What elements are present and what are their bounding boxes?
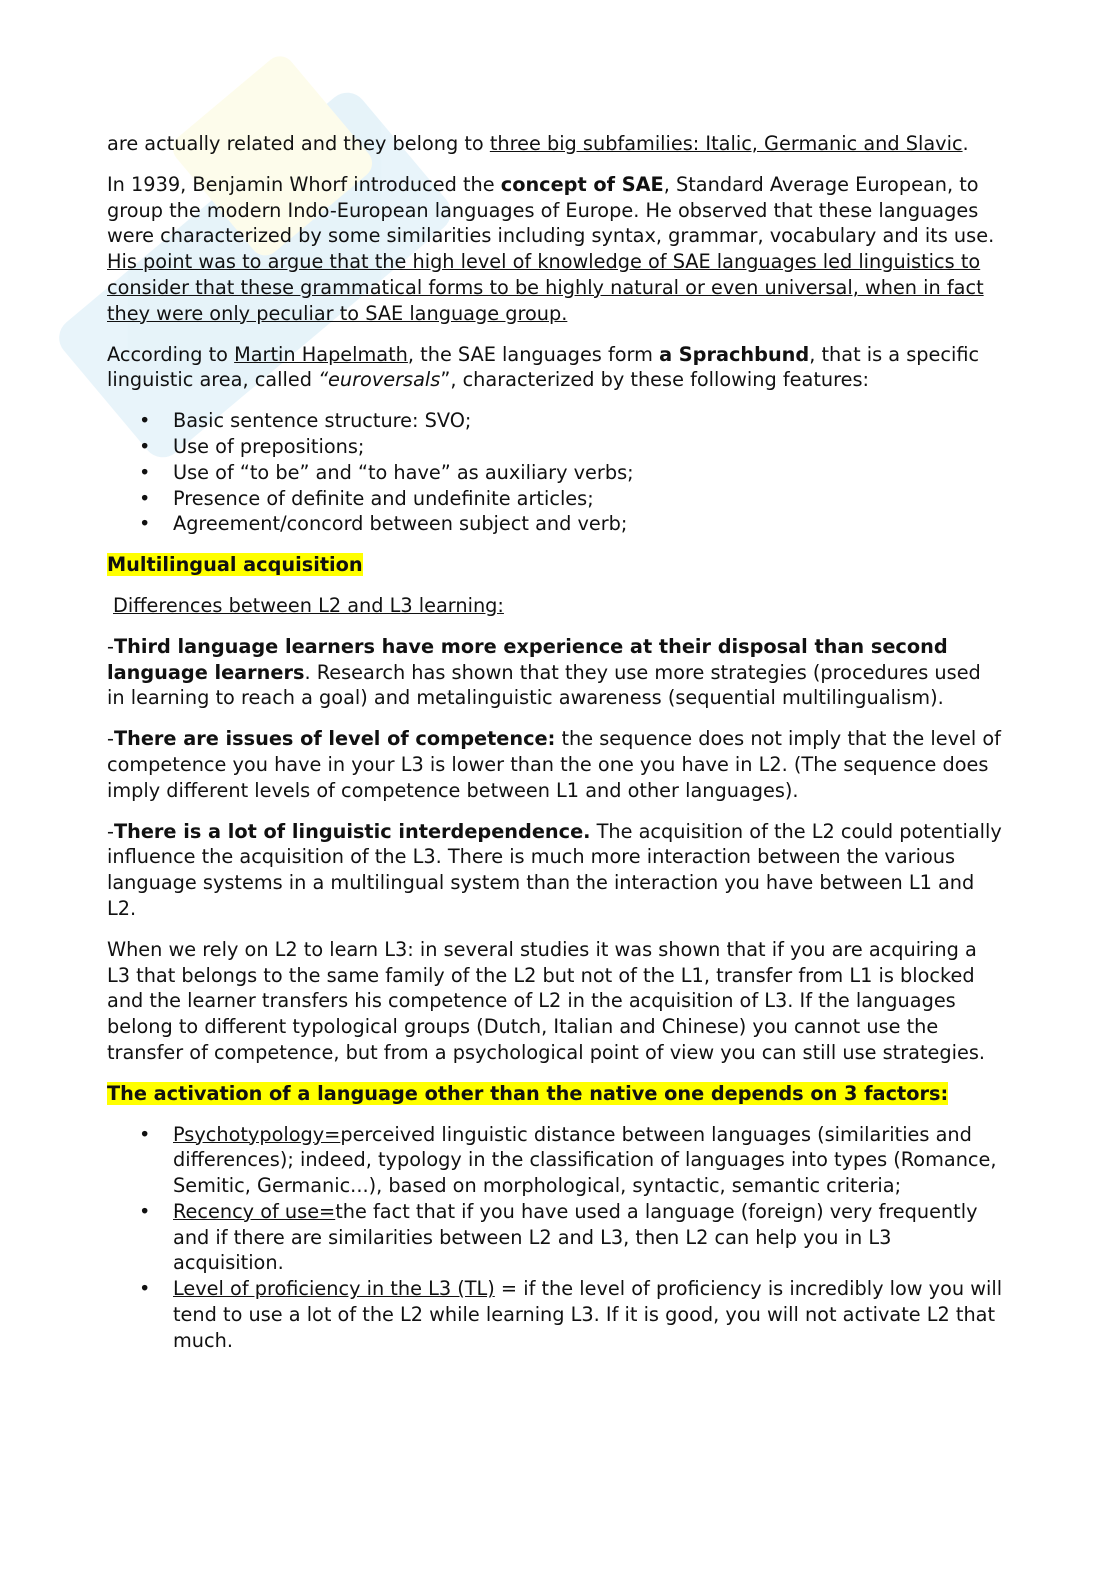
underlined-text: His point was to argue that the high level of knowledge of SAE languages led linguistics to consider that these grammatical forms to be highly natural or even universal, when in fact they were only peculiar to SAE language group.: [107, 250, 984, 325]
underlined-text: Recency of use=: [173, 1199, 336, 1223]
text-run: “euroversals: [318, 368, 441, 392]
bullet-list: [107, 408, 1003, 537]
text-run: = if the level of proficiency is incredibly low you will tend to use a lot of the L2 while learning L3. If it is good, you will not activate L2 that much.: [173, 1277, 1003, 1352]
underlined-text: Martin Hapelmath: [234, 342, 408, 366]
text-run: Agreement/concord between subject and verb;: [173, 512, 628, 536]
paragraph: [107, 1081, 1003, 1107]
list-item: [107, 486, 1003, 512]
text-run: ”, characterized by these following features:: [440, 368, 870, 392]
text-run: the sequence does not imply that the level of competence you have in your L3 is lower than the one you have in L2. (The sequence does imply different levels of competence between L1 and other languages).: [107, 727, 1001, 802]
text-run: In 1939, Benjamin Whorf introduced the: [107, 172, 501, 196]
text-run: .: [962, 132, 969, 155]
text-run: , the SAE languages form: [407, 342, 660, 366]
paragraph: [107, 172, 1003, 327]
list-item: [107, 1276, 1003, 1353]
bullet-list: [107, 1122, 1003, 1354]
text-run: The acquisition of the L2 could potentially influence the acquisition of the L3. There is much more interaction between the various language systems in a multilingual system than the interaction you have between L1 and L2.: [107, 819, 1002, 920]
text-run: Use of “to be” and “to have” as auxiliary verbs;: [173, 460, 634, 484]
list-item: [107, 1122, 1003, 1199]
text-run: Basic sentence structure: SVO;: [173, 409, 472, 433]
paragraph: [107, 634, 1003, 711]
text-run: -: [107, 634, 114, 658]
underlined-text: three big subfamilies: Italic, Germanic and Slavic: [489, 132, 963, 155]
underlined-text: Level of proficiency in the L3 (TL): [173, 1277, 495, 1301]
text-run: According to: [107, 342, 235, 366]
text-run: the fact that if you have used a language (foreign) very frequently and if there are similarities between L2 and L3, then L2 can help you in L3 acquisition.: [173, 1199, 978, 1275]
text-run: When we rely on L2 to learn L3: in several studies it was shown that if you are acquiring a L3 that belongs to the same family of the L2 but not of the L1, transfer from L1 is blocked and the learner transfers his competence of L2 in the acquisition of L3. If the languages belong to different typological groups (Dutch, Italian and Chinese) you cannot use the transfer of competence, but from a psychological point of view you can still use strategies.: [107, 937, 986, 1064]
list-item: [107, 408, 1003, 434]
underlined-text: Differences between L2 and L3 learning:: [113, 593, 504, 617]
text-run: are actually related and they belong to: [107, 132, 490, 155]
list-item: [107, 434, 1003, 460]
highlighted-heading: The activation of a language other than the native one depends on 3 factors:: [107, 1081, 949, 1105]
text-run: -: [107, 819, 114, 843]
bold-text: a Sprachbund: [659, 342, 810, 366]
text-run: perceived linguistic distance between languages (similarities and differences); indeed, typology in the classification of languages into types (Romance, Semitic, Germanic...), based on morphological, syntactic, semantic criteria;: [173, 1122, 997, 1198]
text-run: Presence of definite and undefinite articles;: [173, 486, 594, 510]
list-item: [107, 1199, 1003, 1276]
paragraph: [107, 552, 1003, 578]
bold-text: There are issues of level of competence:: [113, 727, 556, 751]
text-run: , that is a specific linguistic area, called: [107, 342, 980, 392]
highlighted-heading: Multilingual acquisition: [107, 553, 363, 577]
text-run: , Standard Average European, to group the modern Indo-European languages of Europe. He observed that these languages were characterized by some similarities including syntax, grammar, vocabulary and its use.: [107, 172, 995, 248]
paragraph: [107, 593, 1003, 619]
paragraph: [107, 131, 1003, 157]
text-run: -: [107, 727, 114, 751]
bold-text: concept of SAE: [500, 172, 664, 196]
bold-text: There is a lot of linguistic interdependence.: [113, 819, 591, 843]
paragraph: [107, 819, 1003, 922]
document-body: [107, 131, 1003, 1369]
text-run: Use of prepositions;: [173, 434, 365, 458]
list-item: [107, 511, 1003, 537]
underlined-text: Psychotypology=: [173, 1122, 341, 1146]
paragraph: [107, 342, 1003, 394]
bold-text: Third language learners have more experience at their disposal than second language learners: [107, 634, 948, 684]
list-item: [107, 460, 1003, 486]
paragraph: [107, 937, 1003, 1066]
text-run: . Research has shown that they use more strategies (procedures used in learning to reach a goal) and metalinguistic awareness (sequential multilingualism).: [107, 660, 981, 710]
paragraph: [107, 726, 1003, 803]
